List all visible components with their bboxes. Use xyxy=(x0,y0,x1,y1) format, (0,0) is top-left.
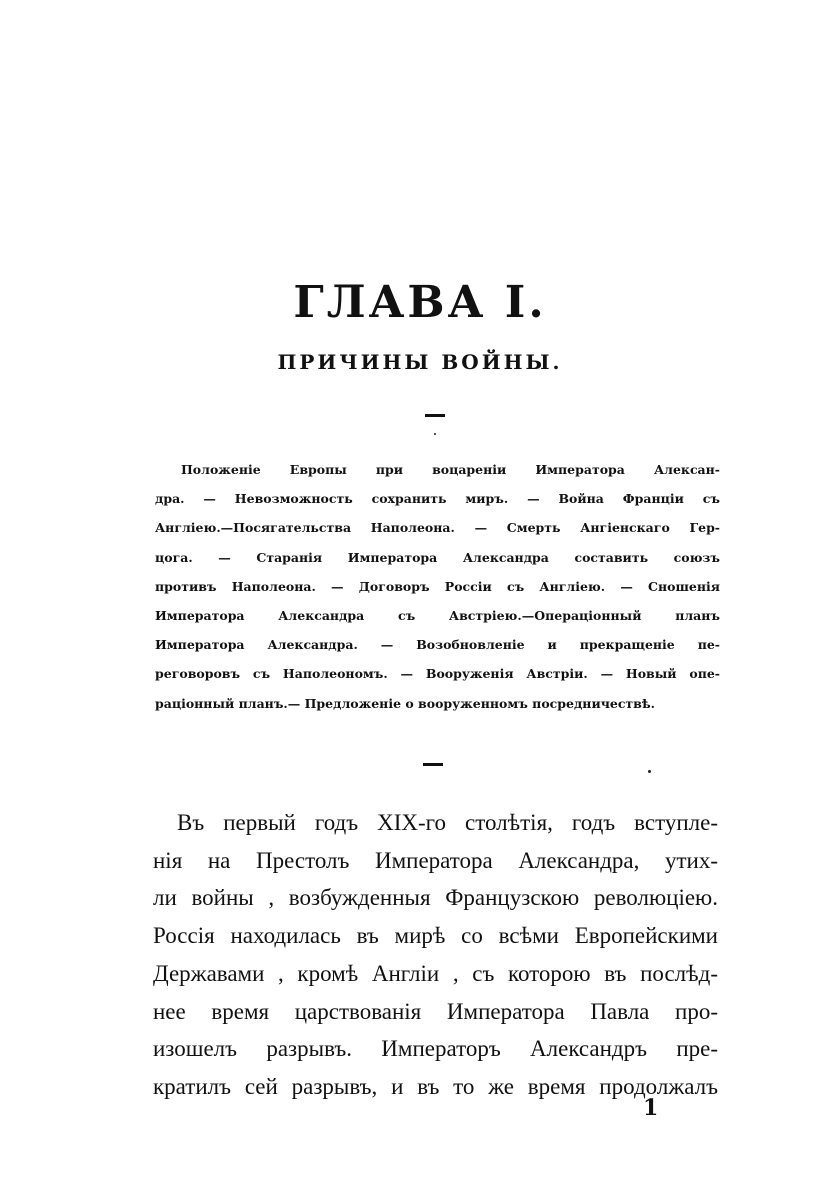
body-line: Въ первый годъ XIX-го столѣтiя, годъ вступле- xyxy=(177,810,718,835)
synopsis-line: Положенie Европы при воцаренiи Императора Алексан- xyxy=(181,462,720,477)
synopsis-line: противъ Наполеона. — Договоръ Россiи съ Англiею. — Сношенiя xyxy=(155,578,720,594)
body-line: Державами , кромѣ Англiи , съ которою въ послѣд- xyxy=(153,960,718,986)
print-speck xyxy=(648,770,651,773)
section-divider-bottom xyxy=(423,763,443,766)
body-line: кратилъ сей разрывъ, и въ то же время продолжалъ xyxy=(153,1073,718,1099)
synopsis-line: цога. — Старанiя Императора Александра составить союзъ xyxy=(155,549,720,565)
print-speck xyxy=(434,433,436,435)
body-line: Россiя находилась въ мирѣ со всѣми Европейскими xyxy=(153,923,718,949)
body-line: изошелъ разрывъ. Императоръ Александръ пре- xyxy=(153,1036,718,1062)
section-divider-top xyxy=(425,414,445,417)
body-line: ли войны , возбужденныя Французскою революцiею. xyxy=(153,885,718,911)
chapter-title: ГЛАВА I. xyxy=(293,277,547,328)
page-number: 1 xyxy=(643,1095,659,1121)
synopsis-line: рацiонный планъ.— Предложенiе о вооруженномъ посредничествѣ. xyxy=(155,695,655,711)
synopsis-line: Императора Александра съ Австрiею.—Операцiонный планъ xyxy=(155,608,720,624)
synopsis-line: Императора Александра. — Возобновленiе и прекращенiе пе- xyxy=(155,637,720,653)
synopsis-line: дра. — Невозможность сохранить миръ. — Война Францiи съ xyxy=(155,491,720,507)
body-line: нее время царствованiя Императора Павла про- xyxy=(153,998,718,1024)
synopsis-line: Англiею.—Посягательства Наполеона. — Смерть Ангiенскаго Гер- xyxy=(155,520,720,536)
body-line: нiя на Престолъ Императора Александра, утих- xyxy=(153,847,718,873)
body-paragraph xyxy=(153,804,718,1106)
chapter-synopsis xyxy=(155,455,720,718)
synopsis-line: реговоровъ съ Наполеономъ. — Вооруженiя Австрiи. — Новый опе- xyxy=(155,666,720,682)
chapter-subtitle: ПРИЧИНЫ ВОЙНЫ. xyxy=(277,350,563,374)
